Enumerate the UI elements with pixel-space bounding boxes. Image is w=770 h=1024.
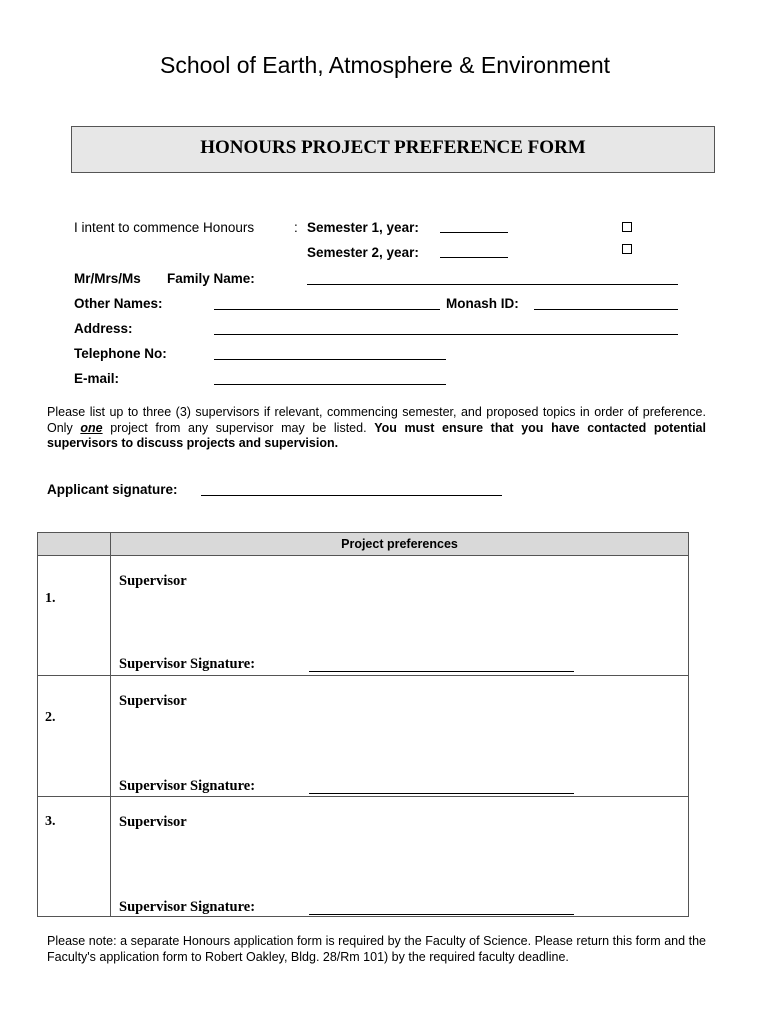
semester-2-checkbox[interactable] xyxy=(622,244,632,254)
other-names-label: Other Names: xyxy=(74,296,163,311)
instructions-paragraph xyxy=(47,405,706,452)
table-row xyxy=(38,556,689,676)
instructions-emphasis: one xyxy=(80,420,103,435)
row-number: 3. xyxy=(45,814,56,829)
commence-label: I intent to commence Honours xyxy=(74,220,255,235)
table-row xyxy=(38,676,689,797)
email-label: E-mail: xyxy=(74,371,120,386)
row-number-cell xyxy=(38,676,111,797)
family-name-label: Family Name: xyxy=(167,271,255,286)
table-header-label: Project preferences xyxy=(341,537,458,551)
semester-1-label: Semester 1, year: xyxy=(307,220,419,235)
applicant-signature-field[interactable] xyxy=(201,495,502,496)
family-name-field[interactable] xyxy=(307,284,678,285)
supervisor-signature-field[interactable] xyxy=(309,793,574,794)
supervisor-signature-label: Supervisor Signature: xyxy=(119,778,256,794)
email-field[interactable] xyxy=(214,384,446,385)
instructions-text-1: Please list up to three (3) supervisors if relevant, commencing semester, and proposed topics in order of preference. Only xyxy=(47,405,706,435)
supervisor-label: Supervisor xyxy=(119,814,187,830)
instructions-text-2: project from any supervisor may be listed. xyxy=(102,420,375,435)
title-label: Mr/Mrs/Ms xyxy=(74,271,141,286)
semester-2-year-field[interactable] xyxy=(440,257,508,258)
semester-2-label: Semester 2, year: xyxy=(307,245,419,260)
form-title-box xyxy=(71,126,715,173)
table-header-cell xyxy=(111,533,689,556)
supervisor-signature-label: Supervisor Signature: xyxy=(119,656,256,672)
address-field[interactable] xyxy=(214,334,678,335)
table-row xyxy=(38,797,689,917)
monash-id-label: Monash ID: xyxy=(446,296,519,311)
commence-colon: : xyxy=(294,220,298,235)
instructions-bold: You must ensure that you have contacted potential supervisors to discuss projects and supervision. xyxy=(47,420,706,450)
supervisor-signature-label: Supervisor Signature: xyxy=(119,899,256,915)
row-number: 2. xyxy=(45,710,56,725)
supervisor-label: Supervisor xyxy=(119,693,187,709)
semester-1-checkbox[interactable] xyxy=(622,222,632,232)
other-names-field[interactable] xyxy=(214,309,440,310)
address-label: Address: xyxy=(74,321,133,336)
footer-note: Please note: a separate Honours application form is required by the Faculty of Science. Please return this form and the Faculty's application form to Robert Oakley, Bldg. 28/Rm 101) by the required faculty deadline. xyxy=(47,934,706,964)
supervisor-signature-field[interactable] xyxy=(309,914,574,915)
row-content-cell[interactable] xyxy=(111,676,689,797)
row-number: 1. xyxy=(45,591,56,606)
telephone-field[interactable] xyxy=(214,359,446,360)
supervisor-label: Supervisor xyxy=(119,573,187,589)
school-name: School of Earth, Atmosphere & Environment xyxy=(159,52,611,78)
row-number-cell xyxy=(38,797,111,917)
table-header-empty-cell xyxy=(38,533,111,556)
row-number-cell xyxy=(38,556,111,676)
project-preferences-table xyxy=(37,532,689,917)
monash-id-field[interactable] xyxy=(534,309,678,310)
telephone-label: Telephone No: xyxy=(74,346,167,361)
supervisor-signature-field[interactable] xyxy=(309,671,574,672)
row-content-cell[interactable] xyxy=(111,797,689,917)
applicant-signature-label: Applicant signature: xyxy=(47,482,178,497)
semester-1-year-field[interactable] xyxy=(440,232,508,233)
table-header-row xyxy=(38,533,689,556)
form-title: HONOURS PROJECT PREFERENCE FORM xyxy=(200,137,586,158)
row-content-cell[interactable] xyxy=(111,556,689,676)
